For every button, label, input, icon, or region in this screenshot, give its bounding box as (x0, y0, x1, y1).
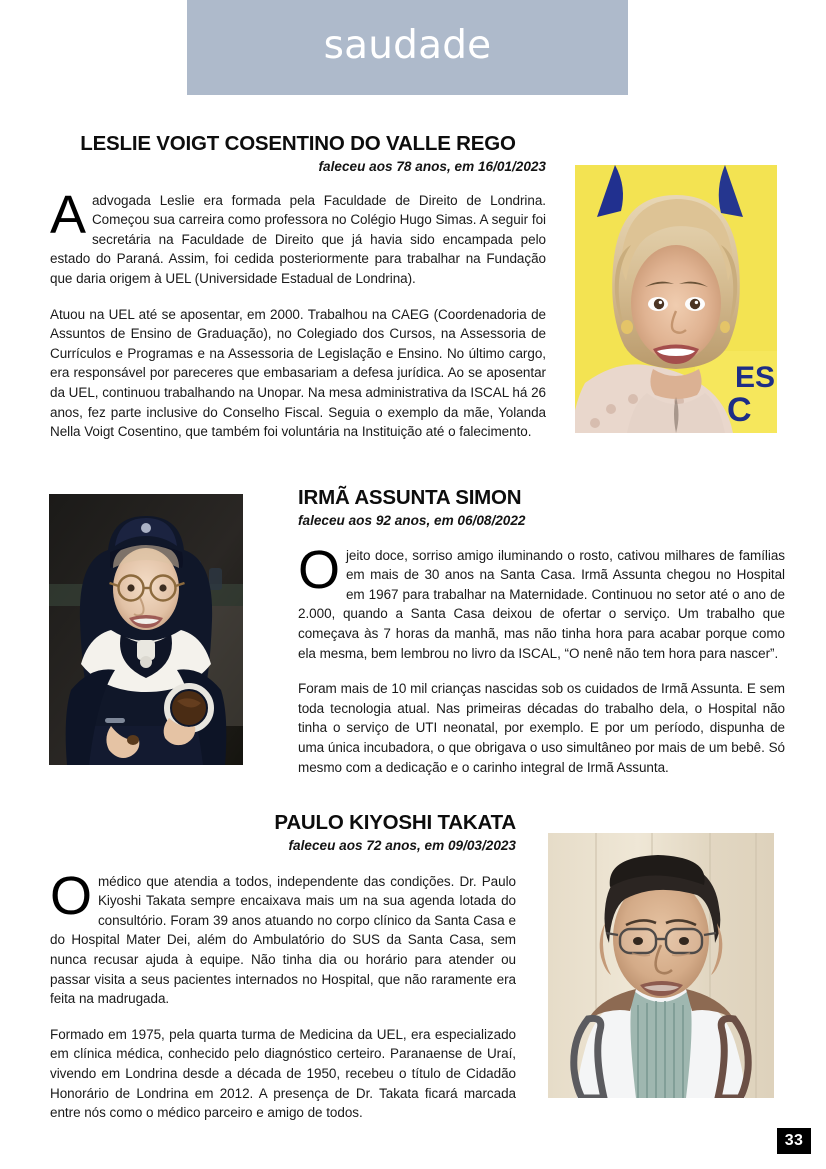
article-1-subline: faleceu aos 78 anos, em 16/01/2023 (318, 158, 546, 174)
article-3-paragraph-2: Formado em 1975, pela quarta turma de Medicina da UEL, era especializado em clínica médica, conhecido pelo diagnóstico certeiro. Paranaense de Uraí, vivendo em Londrina desde a década de 1950, recebeu o título de Cidadão Honorário de Londrina em 2012. A presença de Dr. Takata ficará marcada entre nós como o médico parceiro e amigo de todos. (50, 1026, 516, 1121)
obituary-article-1 (50, 133, 546, 442)
article-2-paragraph-2: Foram mais de 10 mil crianças nascidas sob os cuidados de Irmã Assunta. E sem toda tecnologia atual. Nas primeiras décadas do trabalho dela, o Hospital não tinha o serviço de UTI neonatal, por exemplo. E por um período, dispunha de uma única incubadora, o que obrigava o uso simultâneo por mais de um bebê. Só mesmo com a dedicação e o carinho integral de Irmã Assunta. (298, 681, 785, 775)
portrait-irma-assunta-image (49, 494, 243, 765)
svg-text:ES: ES (735, 361, 776, 394)
article-3-subline: faleceu aos 72 anos, em 09/03/2023 (288, 837, 516, 853)
obituary-article-2 (298, 487, 785, 777)
article-1-body (50, 184, 546, 442)
article-2-portrait-photo (49, 494, 243, 765)
article-2-paragraph-1: Ojeito doce, sorriso amigo iluminando o rosto, cativou milhares de famílias em mais de 30 anos na Santa Casa. Irmã Assunta chegou no Hospital em 1967 para trabalhar na Maternidade. Continuou no setor até o ano de 2.000, quando a Santa Casa deixou de ofertar o serviço. Um trabalho que começava às 7 horas da manhã, mas não tinha hora para acabar porque como ela mesma, bem lembrou no livro da ISCAL, “O nenê não tem hora para nascer”. (298, 539, 785, 661)
article-3-body (50, 865, 516, 1123)
article-2-body (298, 539, 785, 778)
svg-text:C: C (727, 391, 752, 429)
article-1-headline: LESLIE VOIGT COSENTINO DO VALLE REGO (80, 132, 516, 155)
page-header-banner (187, 0, 628, 95)
article-1-paragraph-1: Aadvogada Leslie era formada pela Faculdade de Direito de Londrina. Começou sua carreira como professora no Colégio Hugo Simas. A seguir foi secretária na Faculdade de Direito que já havia sido encampada pelo estado do Paraná. Assim, foi cedida posteriormente para trabalhar na Fundação que daria origem à UEL (Universidade Estadual de Londrina). (50, 184, 546, 286)
page-number-badge: 33 (777, 1128, 811, 1154)
obituary-article-3 (50, 812, 516, 1123)
article-2-headline: IRMÃ ASSUNTA SIMON (298, 486, 522, 509)
article-2-subline: faleceu aos 92 anos, em 06/08/2022 (298, 512, 526, 528)
article-1-portrait-photo (575, 165, 777, 433)
article-3-headline: PAULO KIYOSHI TAKATA (274, 811, 516, 834)
banner-title: saudade (323, 23, 492, 68)
article-3-portrait-photo (548, 833, 774, 1098)
article-3-paragraph-1: Omédico que atendia a todos, independente das condições. Dr. Paulo Kiyoshi Takata sempre encaixava mais um na sua agenda lotada do consultório. Foram 39 anos atuando no corpo clínico da Santa Casa e do Hospital Mater Dei, além do Ambulatório do SUS da Santa Casa, sem nunca recusar ajuda à equipe. Não tinha dia ou horário para atender ou passar visita a seus pacientes internados no Hospital, que não raramente era feita na madrugada. (50, 865, 516, 1007)
portrait-paulo-takata-image (548, 833, 774, 1098)
portrait-leslie-image (575, 165, 777, 433)
article-1-paragraph-2: Atuou na UEL até se aposentar, em 2000. Trabalhou na CAEG (Coordenadoria de Assuntos de Ensino de Graduação), no Colegiado dos Cursos, na Assessoria de Currículos e Programas e na Assessoria de Legislação e Ensino. No último cargo, era responsável por pareceres que embasariam a defesa jurídica. Ao se aposentar da UEL, continuou trabalhando na Unopar. Na mesa administrativa da ISCAL há 26 anos, fez parte inclusive do Conselho Fiscal. Seguia o exemplo da mãe, Yolanda Nella Voigt Cosentino, que também foi voluntária na Instituição até o falecimento. (50, 306, 546, 440)
